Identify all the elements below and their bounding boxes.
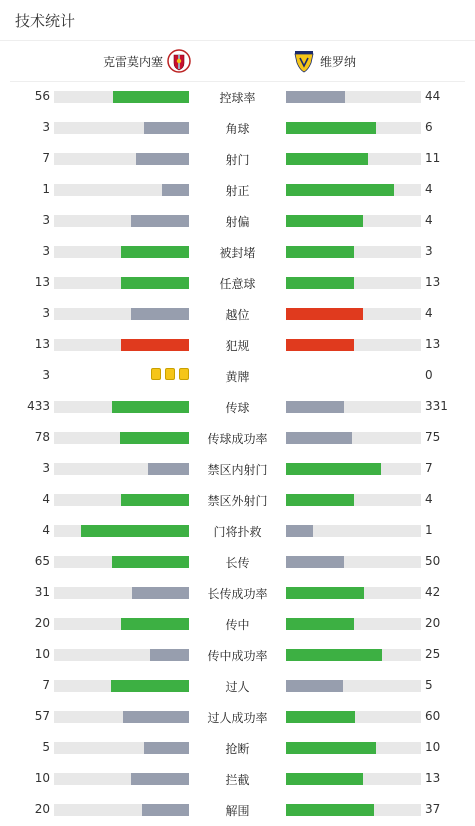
away-stat-track	[286, 556, 421, 568]
home-stat-track	[54, 680, 189, 692]
home-stat-track	[54, 494, 189, 506]
away-team[interactable]	[292, 45, 356, 77]
home-stat-bar	[123, 711, 189, 723]
home-stat-track	[54, 587, 189, 599]
stat-label: 任意球	[219, 277, 256, 291]
away-stat-bar	[286, 649, 382, 661]
home-stat-bar	[144, 742, 189, 754]
stat-label: 传中成功率	[207, 649, 268, 663]
away-stat-value: 6	[425, 120, 433, 134]
home-stat-value: 57	[34, 709, 50, 723]
stat-row	[0, 516, 475, 547]
away-stat-track	[286, 215, 421, 227]
away-stat-track	[286, 525, 421, 537]
stat-row	[0, 485, 475, 516]
home-stat-track	[54, 463, 189, 475]
stat-row	[0, 733, 475, 764]
home-stat-bar	[131, 308, 189, 320]
home-stat-track	[54, 122, 189, 134]
away-stat-track	[286, 277, 421, 289]
away-stat-bar	[286, 742, 376, 754]
stat-label: 传球	[225, 401, 250, 415]
away-stat-bar	[286, 463, 381, 475]
stat-row	[0, 268, 475, 299]
away-stat-track	[286, 494, 421, 506]
home-stat-value: 3	[42, 368, 50, 382]
home-stat-value: 1	[42, 182, 50, 196]
away-stat-bar	[286, 587, 364, 599]
stat-row	[0, 795, 475, 826]
stat-row	[0, 547, 475, 578]
stat-row	[0, 702, 475, 733]
stat-row	[0, 330, 475, 361]
home-stat-bar	[131, 215, 189, 227]
home-stat-value: 3	[42, 306, 50, 320]
home-stat-bar	[81, 525, 189, 537]
home-stat-value: 20	[34, 802, 50, 816]
away-stat-track	[286, 339, 421, 351]
away-stat-bar	[286, 339, 354, 351]
home-stat-track	[54, 742, 189, 754]
stat-row	[0, 144, 475, 175]
home-stat-value: 4	[42, 492, 50, 506]
away-stat-track	[286, 246, 421, 258]
stat-label: 犯规	[225, 339, 250, 353]
yellow-card-icon	[151, 368, 161, 380]
away-stat-bar	[286, 246, 354, 258]
away-stat-bar	[286, 711, 355, 723]
home-stat-bar	[121, 277, 189, 289]
stat-label: 黄牌	[225, 370, 250, 384]
home-stat-value: 13	[34, 337, 50, 351]
stat-row	[0, 764, 475, 795]
away-stat-bar	[286, 122, 376, 134]
home-stat-bar	[131, 773, 189, 785]
stat-label: 控球率	[219, 91, 256, 105]
away-stat-bar	[286, 556, 344, 568]
stat-row	[0, 671, 475, 702]
away-stat-value: 13	[425, 337, 441, 351]
stat-label: 传中	[225, 618, 250, 632]
stat-label: 禁区外射门	[207, 494, 268, 508]
away-stat-value: 0	[425, 368, 433, 382]
home-stat-bar	[162, 184, 189, 196]
stat-row	[0, 454, 475, 485]
away-stat-track	[286, 184, 421, 196]
stat-label: 门将扑救	[213, 525, 262, 539]
away-stat-track	[286, 618, 421, 630]
home-stat-track	[54, 618, 189, 630]
home-stat-bar	[136, 153, 189, 165]
away-stat-value: 20	[425, 616, 441, 630]
away-stat-track	[286, 680, 421, 692]
home-stat-bar	[121, 339, 189, 351]
away-stat-value: 13	[425, 771, 441, 785]
home-stat-track	[54, 308, 189, 320]
away-stat-track	[286, 308, 421, 320]
away-stat-value: 5	[425, 678, 433, 692]
stat-label: 过人成功率	[207, 711, 268, 725]
away-stat-bar	[286, 215, 363, 227]
home-stat-value: 7	[42, 151, 50, 165]
stat-row	[0, 206, 475, 237]
home-stat-bar	[113, 91, 189, 103]
home-stat-bar	[121, 618, 189, 630]
home-stat-value: 3	[42, 244, 50, 258]
stat-label: 角球	[225, 122, 250, 136]
away-stat-track	[286, 711, 421, 723]
away-stat-track	[286, 153, 421, 165]
cremonese-crest-icon	[167, 49, 191, 73]
away-stat-bar	[286, 618, 354, 630]
home-stat-value: 56	[34, 89, 50, 103]
home-stat-track	[54, 339, 189, 351]
away-stat-track	[286, 401, 421, 413]
stat-row	[0, 237, 475, 268]
away-stat-track	[286, 649, 421, 661]
home-stat-value: 433	[27, 399, 50, 413]
away-stat-value: 13	[425, 275, 441, 289]
stat-row	[0, 640, 475, 671]
home-stat-value: 3	[42, 461, 50, 475]
away-stat-value: 4	[425, 182, 433, 196]
away-stat-bar	[286, 184, 394, 196]
home-stat-bar	[121, 246, 189, 258]
stat-row	[0, 423, 475, 454]
stat-row	[0, 578, 475, 609]
stat-label: 抢断	[225, 742, 250, 756]
stat-label: 射门	[225, 153, 250, 167]
away-stat-value: 4	[425, 213, 433, 227]
home-stat-track	[54, 711, 189, 723]
away-stat-bar	[286, 91, 345, 103]
home-stat-bar	[132, 587, 189, 599]
stat-label: 长传成功率	[207, 587, 268, 601]
away-stat-bar	[286, 494, 354, 506]
home-stat-track	[54, 649, 189, 661]
away-stat-bar	[286, 277, 354, 289]
home-stat-value: 10	[34, 771, 50, 785]
away-stat-bar	[286, 401, 344, 413]
stat-label: 越位	[225, 308, 250, 322]
home-stat-track	[54, 153, 189, 165]
home-stat-track	[54, 556, 189, 568]
away-stat-value: 11	[425, 151, 441, 165]
home-stat-value: 78	[34, 430, 50, 444]
home-stat-bar	[112, 401, 189, 413]
stat-row	[0, 392, 475, 423]
away-stat-bar	[286, 525, 313, 537]
section-title: 技术统计	[15, 12, 76, 30]
away-stat-track	[286, 773, 421, 785]
home-stat-bar	[120, 432, 189, 444]
away-stat-track	[286, 463, 421, 475]
home-stat-track	[54, 432, 189, 444]
stat-label: 传球成功率	[207, 432, 268, 446]
away-stat-track	[286, 432, 421, 444]
home-team[interactable]	[103, 45, 191, 77]
away-stat-track	[286, 91, 421, 103]
away-stat-value: 10	[425, 740, 441, 754]
home-stat-value: 20	[34, 616, 50, 630]
stat-row	[0, 113, 475, 144]
away-stat-value: 50	[425, 554, 441, 568]
verona-crest-icon	[292, 49, 316, 73]
stat-label: 过人	[225, 680, 250, 694]
stat-label: 被封堵	[219, 246, 256, 260]
stat-label: 射偏	[225, 215, 250, 229]
teams-header	[0, 45, 475, 77]
home-stat-bar	[148, 463, 189, 475]
home-stat-track	[54, 215, 189, 227]
stat-row	[0, 361, 475, 392]
home-stat-track	[54, 525, 189, 537]
away-team-name: 维罗纳	[320, 54, 357, 69]
home-stat-bar	[150, 649, 189, 661]
away-stat-value: 1	[425, 523, 433, 537]
stat-row	[0, 175, 475, 206]
stat-label: 拦截	[225, 773, 250, 787]
home-stat-value: 3	[42, 120, 50, 134]
away-stat-value: 75	[425, 430, 441, 444]
away-stat-value: 44	[425, 89, 441, 103]
stat-label: 禁区内射门	[207, 463, 268, 477]
home-stat-track	[54, 277, 189, 289]
home-stat-track	[54, 401, 189, 413]
yellow-cards	[151, 368, 189, 380]
stat-row	[0, 609, 475, 640]
home-stat-bar	[144, 122, 189, 134]
stat-label: 射正	[225, 184, 250, 198]
home-stat-value: 3	[42, 213, 50, 227]
away-stat-value: 60	[425, 709, 441, 723]
home-stat-value: 65	[34, 554, 50, 568]
away-stat-bar	[286, 773, 363, 785]
away-stat-value: 3	[425, 244, 433, 258]
home-stat-track	[54, 773, 189, 785]
yellow-card-icon	[165, 368, 175, 380]
home-stat-bar	[112, 556, 189, 568]
home-stat-track	[54, 184, 189, 196]
home-stat-value: 4	[42, 523, 50, 537]
away-stat-track	[286, 742, 421, 754]
home-stat-value: 13	[34, 275, 50, 289]
home-stat-track	[54, 91, 189, 103]
home-stat-bar	[111, 680, 189, 692]
home-stat-bar	[121, 494, 189, 506]
home-stat-value: 7	[42, 678, 50, 692]
away-stat-track	[286, 804, 421, 816]
away-stat-bar	[286, 680, 343, 692]
stat-row	[0, 82, 475, 113]
away-stat-bar	[286, 804, 374, 816]
yellow-card-icon	[179, 368, 189, 380]
home-stat-value: 10	[34, 647, 50, 661]
stat-label: 长传	[225, 556, 250, 570]
home-stat-value: 31	[34, 585, 50, 599]
away-stat-bar	[286, 153, 368, 165]
home-stat-value: 5	[42, 740, 50, 754]
away-stat-track	[286, 587, 421, 599]
away-stat-value: 4	[425, 492, 433, 506]
away-stat-value: 42	[425, 585, 441, 599]
home-stat-bar	[142, 804, 189, 816]
stat-label: 解围	[225, 804, 250, 818]
away-stat-bar	[286, 308, 363, 320]
home-stat-track	[54, 804, 189, 816]
away-stat-value: 25	[425, 647, 441, 661]
stats-list	[0, 82, 475, 826]
home-stat-track	[54, 246, 189, 258]
home-team-name: 克雷莫内塞	[102, 54, 163, 69]
away-stat-value: 37	[425, 802, 441, 816]
away-stat-bar	[286, 432, 352, 444]
away-stat-track	[286, 122, 421, 134]
away-stat-value: 7	[425, 461, 433, 475]
away-stat-value: 331	[425, 399, 448, 413]
stat-row	[0, 299, 475, 330]
header-divider	[0, 40, 475, 41]
away-stat-value: 4	[425, 306, 433, 320]
